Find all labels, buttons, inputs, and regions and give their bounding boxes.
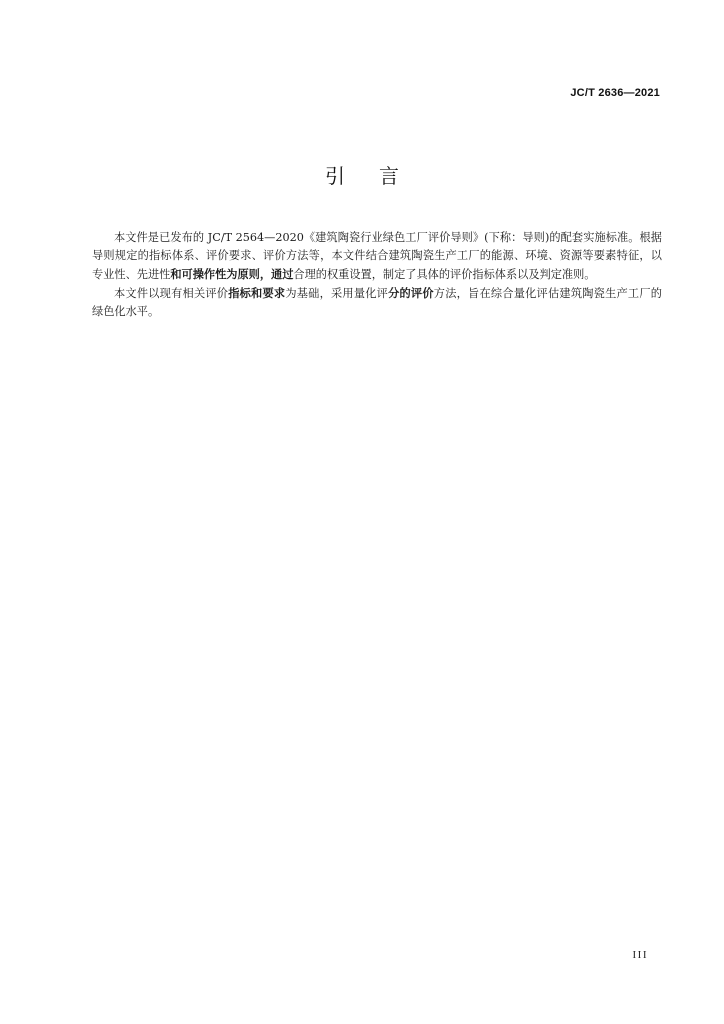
paragraph-1	[92, 229, 662, 284]
paragraph-1-segment-3: 合理的权重设置，制定了具体的评价指标体系以及判定准则。	[293, 268, 596, 281]
paragraph-2	[92, 284, 662, 321]
document-code: JC/T 2636—2021	[570, 87, 660, 99]
paragraph-1-segment-1: 本文件是已发布的 JC/T 2564—2020《建筑陶瓷行业绿色工厂评价导则》(下称：导则)的配套实施标准。根据导则规定的指标体系、评价要求、评价方法等，本文件结合建筑陶瓷生产工厂的能源、环境、资源等要素特征，以专业性、先进性	[92, 231, 662, 281]
paragraph-2-segment-5: 方法，旨在综合量化评估建筑陶瓷生产工厂的绿色化水平。	[92, 287, 662, 318]
paragraph-1-segment-2: 和可操作性为原则，通过	[170, 267, 294, 281]
paragraph-2-segment-1: 本文件以现有相关评价	[114, 287, 229, 300]
paragraph-2-segment-3: 为基础，采用量化评	[285, 287, 389, 300]
paragraph-2-segment-4: 分的评价	[388, 286, 434, 300]
section-title: 引言	[325, 164, 433, 188]
page-number: III	[632, 949, 648, 961]
paragraph-2-segment-2: 指标和要求	[228, 286, 286, 300]
body-text	[92, 229, 662, 321]
